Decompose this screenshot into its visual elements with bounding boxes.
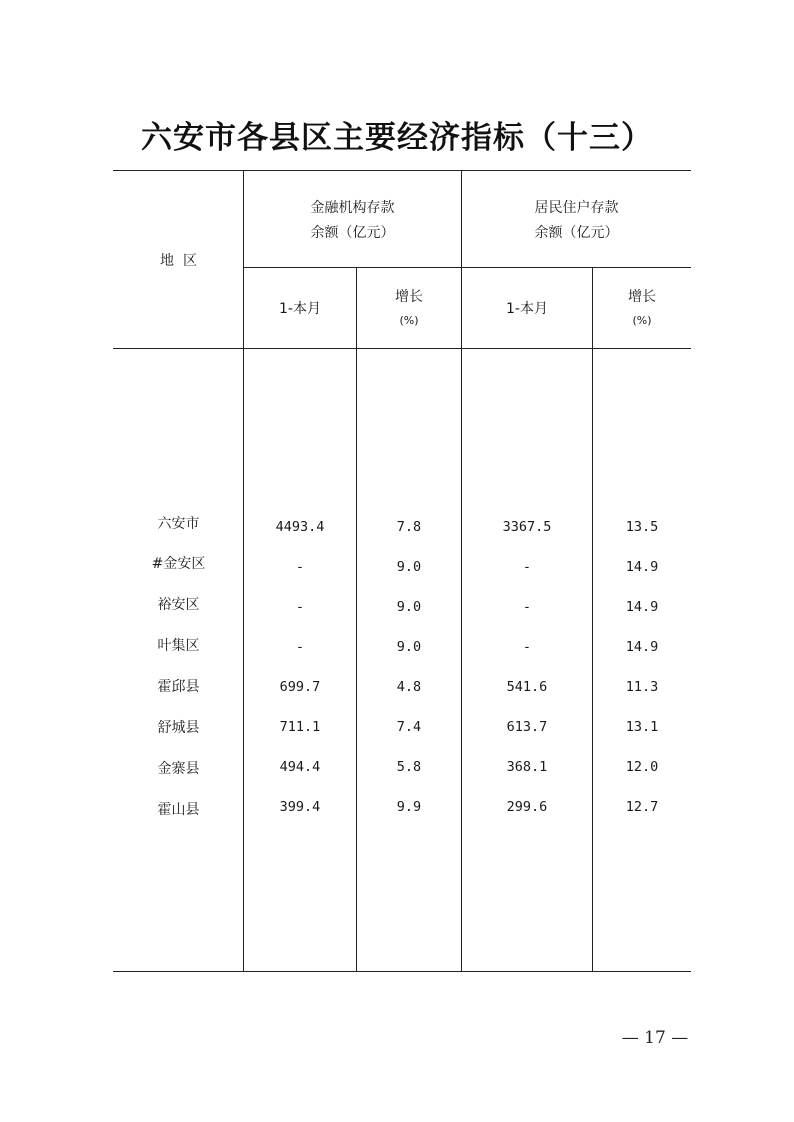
row-deposit: 711.1 (279, 719, 321, 735)
row-resident-growth: 14.9 (625, 639, 659, 655)
row-deposit-growth: 9.9 (396, 799, 422, 815)
row-resident-growth: 11.3 (625, 679, 659, 695)
row-resident-growth: 13.5 (625, 519, 659, 535)
row-region: 叶集区 (157, 638, 200, 654)
row-resident-growth: 14.9 (625, 559, 659, 575)
row-region: 金寨县 (157, 761, 200, 777)
resident-growth-header: 增长 (628, 289, 656, 305)
row-resident: - (522, 639, 532, 655)
deposit-growth-header: 增长 (395, 289, 423, 305)
row-region: 霍山县 (157, 802, 200, 818)
resident-group-header-line1: 居民住户存款 (534, 200, 619, 216)
resident-group-header-line2: 余额（亿元） (534, 225, 619, 241)
row-resident: 613.7 (506, 719, 548, 735)
row-resident: - (522, 559, 532, 575)
row-resident: 3367.5 (502, 519, 552, 535)
page-number: — 17 — (621, 1028, 689, 1048)
row-deposit: 699.7 (279, 679, 321, 695)
resident-growth-unit: (%) (632, 314, 652, 327)
row-deposit-growth: 9.0 (396, 559, 422, 575)
row-deposit: 399.4 (279, 799, 321, 815)
row-deposit-growth: 4.8 (396, 679, 422, 695)
row-resident-growth: 12.0 (625, 759, 659, 775)
row-resident: 299.6 (506, 799, 548, 815)
header-bottom-rule (113, 348, 691, 349)
row-deposit: - (295, 599, 305, 615)
row-resident-growth: 12.7 (625, 799, 659, 815)
deposit-period-header: 1-本月 (279, 301, 321, 317)
deposit-growth-unit: (%) (399, 314, 419, 327)
row-region: 裕安区 (157, 597, 200, 613)
row-deposit: 4493.4 (275, 519, 325, 535)
deposit-group-header-line1: 金融机构存款 (310, 200, 395, 216)
row-resident: 541.6 (506, 679, 548, 695)
row-deposit-growth: 7.4 (396, 719, 422, 735)
row-deposit: - (295, 639, 305, 655)
row-deposit-growth: 9.0 (396, 599, 422, 615)
row-region: 舒城县 (157, 720, 200, 736)
row-deposit: - (295, 559, 305, 575)
row-deposit-growth: 5.8 (396, 759, 422, 775)
row-deposit-growth: 9.0 (396, 639, 422, 655)
table-bottom-rule (113, 971, 691, 972)
row-resident-growth: 13.1 (625, 719, 659, 735)
page-title: 六安市各县区主要经济指标（十三） (141, 120, 653, 156)
row-region: 霍邱县 (157, 679, 200, 695)
deposit-group-header-line2: 余额（亿元） (310, 225, 395, 241)
col-divider-res-growth (592, 267, 593, 972)
row-deposit-growth: 7.8 (396, 519, 422, 535)
row-deposit: 494.4 (279, 759, 321, 775)
row-region: 六安市 (157, 516, 200, 532)
header-mid-rule (244, 267, 691, 268)
row-resident: 368.1 (506, 759, 548, 775)
col-divider-dep-growth (356, 267, 357, 972)
table-top-rule (113, 170, 691, 171)
row-resident-growth: 14.9 (625, 599, 659, 615)
row-resident: - (522, 599, 532, 615)
region-header: 地 区 (160, 253, 197, 269)
resident-period-header: 1-本月 (506, 301, 548, 317)
row-region: #金安区 (151, 556, 206, 572)
